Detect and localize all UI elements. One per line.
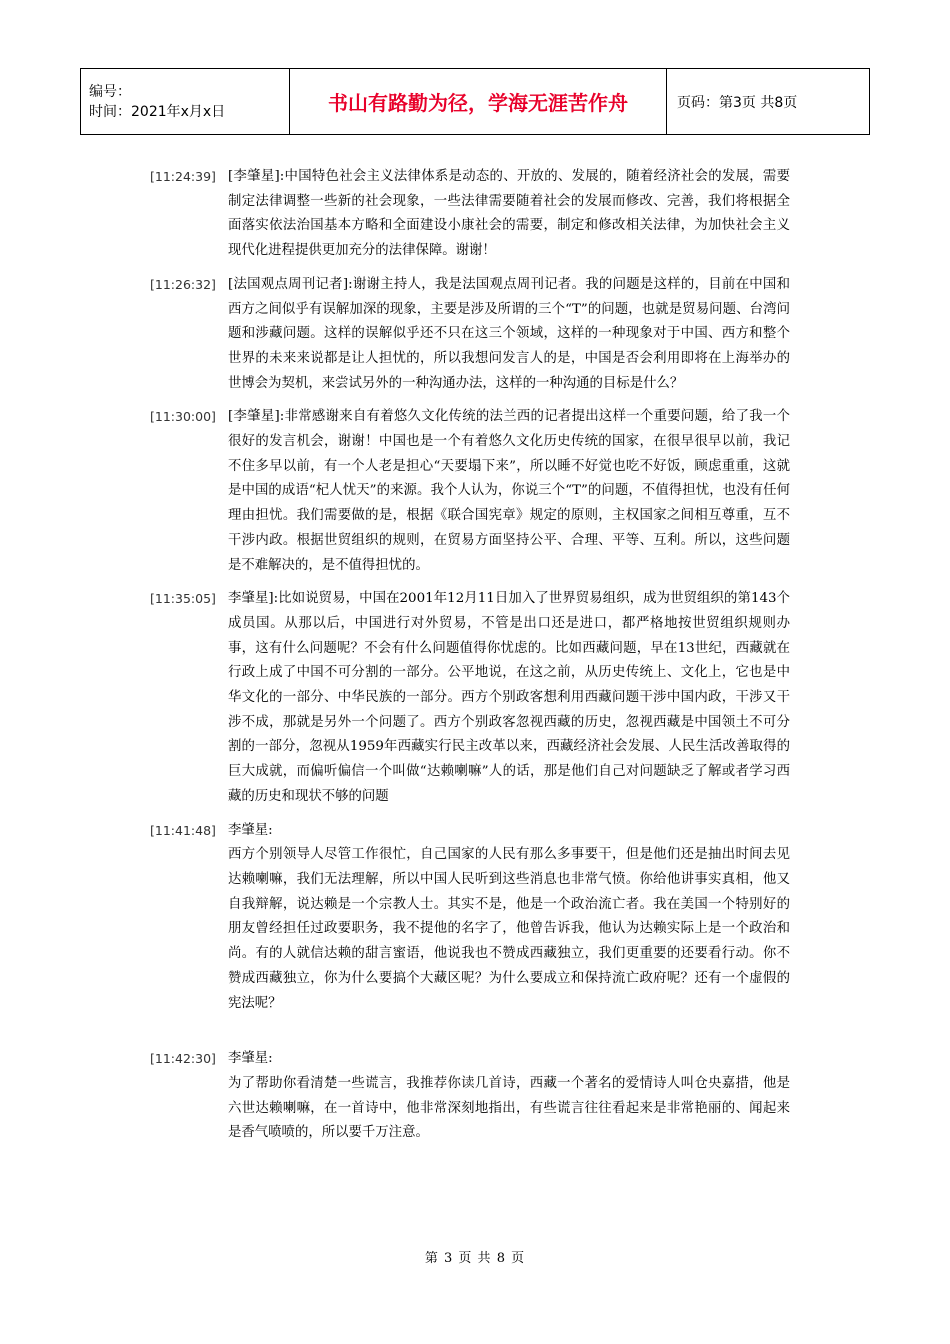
document-number-label: 编号： bbox=[89, 83, 131, 100]
transcript-entry bbox=[150, 1047, 790, 1072]
page-header bbox=[80, 68, 870, 135]
speaker-label: 李肇星: bbox=[228, 822, 273, 838]
timestamp: [11:26:32] bbox=[150, 276, 216, 292]
entry-paragraph: 西方个别领导人尽管工作很忙，自己国家的人民有那么多事要干，但是他们还是抽出时间去见达赖喇嘛，我们无法理解，所以中国人民听到这些消息也非常气愤。你给他讲事实真相，他又自我辩解，说达赖是一个宗教人士。其实不是，他是一个政治流亡者。我在美国一个特别好的朋友曾经担任过政要职务，我不提他的名字了，他曾告诉我，他认为达赖实际上是一个政治和尚。有的人就信达赖的甜言蜜语，他说我也不赞成西藏独立，我们更重要的还要看行动。你不赞成西藏独立，你为什么要搞个大藏区呢？为什么要成立和保持流亡政府呢？还有一个虚假的宪法呢？ bbox=[228, 847, 790, 1011]
speaker-label: 李肇星: bbox=[228, 1051, 273, 1067]
transcript-entry bbox=[150, 819, 790, 844]
entry-text: [法国观点周刊记者]:谢谢主持人，我是法国观点周刊记者。我的问题是这样的，目前在中国和西方之间似乎有误解加深的现象，主要是涉及所谓的三个“T”的问题，也就是贸易问题、台湾问题和涉藏问题。这样的误解似乎还不只在这三个领域，这样的一种现象对于中国、西方和整个世界的未来来说都是让人担忧的，所以我想问发言人的是，中国是否会利用即将在上海举办的世博会为契机，来尝试另外的一种沟通办法，这样的一种沟通的目标是什么？ bbox=[228, 276, 790, 391]
transcript-entry bbox=[150, 165, 790, 264]
transcript-entry bbox=[150, 587, 790, 809]
spacer bbox=[150, 1025, 790, 1047]
entry-paragraph: 为了帮助你看清楚一些谎言，我推荐你读几首诗，西藏一个著名的爱情诗人叫仓央嘉措，他是六世达赖喇嘛，在一首诗中，他非常深刻地指出，有些谎言往往看起来是非常艳丽的、闻起来是香气喷喷的，所以要千万注意。 bbox=[228, 1075, 790, 1141]
header-page-number: 页码：第3页 共8页 bbox=[667, 69, 870, 135]
timestamp: [11:42:30] bbox=[150, 1051, 216, 1067]
entry-text: 李肇星]:比如说贸易，中国在2001年12月11日加入了世界贸易组织，成为世贸组织的第143个成员国。从那以后，中国进行对外贸易，不管是出口还是进口，都严格地按世贸组织规则办事，这有什么问题呢？不会有什么问题值得你忧虑的。比如西藏问题，早在13世纪，西藏就在行政上成了中国不可分割的一部分。公平地说，在这之前，从历史传统上、文化上，它也是中华文化的一部分、中华民族的一部分。西方个别政客想利用西藏问题干涉中国内政，干涉又干涉不成，那就是另外一个问题了。西方个别政客忽视西藏的历史，忽视西藏是中国领土不可分割的一部分，忽视从1959年西藏实行民主改革以来，西藏经济社会发展、人民生活改善取得的巨大成就，而偏听偏信一个叫做“达赖喇嘛”人的话，那是他们自己对问题缺乏了解或者学习西藏的历史和现状不够的问题 bbox=[228, 591, 790, 804]
transcript-entry bbox=[150, 273, 790, 397]
page-footer: 第 3 页 共 8 页 bbox=[424, 1251, 526, 1266]
transcript bbox=[150, 165, 790, 1155]
timestamp: [11:41:48] bbox=[150, 822, 216, 838]
transcript-entry bbox=[150, 405, 790, 578]
entry-text: [李肇星]:非常感谢来自有着悠久文化传统的法兰西的记者提出这样一个重要问题，给了我一个很好的发言机会，谢谢！中国也是一个有着悠久文化历史传统的国家，在很早很早以前，我记不住多早以前，有一个人老是担心“天要塌下来”，所以睡不好觉也吃不好饭，顾虑重重，这就是中国的成语“杞人忧天”的来源。我个人认为，你说三个“T”的问题，不值得担忧，也没有任何理由担忧。我们需要做的是，根据《联合国宪章》规定的原则，主权国家之间相互尊重，互不干涉内政。根据世贸组织的规则，在贸易方面坚持公平、合理、平等、互利。所以，这些问题是不难解决的，是不值得担忧的。 bbox=[228, 409, 790, 573]
timestamp: [11:35:05] bbox=[150, 591, 216, 607]
timestamp: [11:30:00] bbox=[150, 409, 216, 425]
header-motto: 书山有路勤为径，学海无涯苦作舟 bbox=[290, 69, 667, 135]
entry-text: [李肇星]:中国特色社会主义法律体系是动态的、开放的、发展的，随着经济社会的发展，需要制定法律调整一些新的社会现象，一些法律需要随着社会的发展而修改、完善，我们将根据全面落实依法治国基本方略和全面建设小康社会的需要，制定和修改相关法律，为加快社会主义现代化进程提供更加充分的法律保障。谢谢！ bbox=[228, 169, 790, 259]
header-meta bbox=[81, 69, 290, 135]
document-date-label: 时间：2021年x月x日 bbox=[89, 103, 226, 120]
timestamp: [11:24:39] bbox=[150, 169, 216, 184]
